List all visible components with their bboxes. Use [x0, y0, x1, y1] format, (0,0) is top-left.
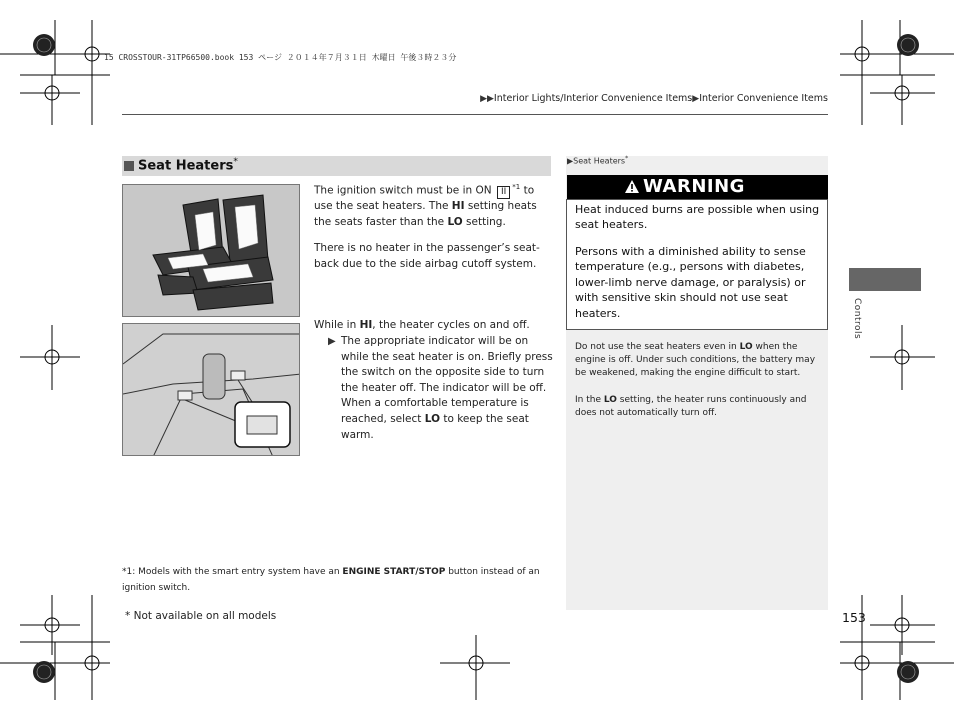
footnote: *1: Models with the smart entry system have an ENGINE START/STOP button instead of an ignition switch. [122, 567, 540, 593]
ignition-paragraph: The ignition switch must be in ON II $^{*1}$ to use the seat heaters. The HI setting heats the seats faster than the LO setting. [314, 183, 537, 228]
breadcrumb-item[interactable]: Interior Lights/Interior Convenience Items [493, 93, 693, 104]
sidebar-heading: ▶Seat Heaters* [567, 155, 629, 166]
chapter-tab-label: Controls [852, 298, 862, 340]
footnote-reference[interactable]: *1 [512, 183, 521, 191]
console-icon [123, 324, 300, 456]
warning-header [567, 175, 828, 199]
section-header [122, 156, 551, 176]
availability-note: * Not available on all models [125, 610, 277, 622]
sidebar-note-lo-setting: In the LO setting, the heater runs continuously and does not automatically turn off. [575, 395, 807, 418]
page-number: 153 [842, 610, 866, 625]
warning-triangle-icon [624, 179, 640, 194]
car-seats-icon [123, 185, 300, 317]
seat-heater-illustration [122, 184, 300, 317]
sidebar-note-engine-off: Do not use the seat heaters even in LO when the engine is off. Under such conditions, the battery may be weakened, making the engine difficult to start. [575, 342, 816, 378]
breadcrumb-item[interactable]: Interior Convenience Items [699, 93, 828, 104]
chapter-tab[interactable] [849, 268, 921, 291]
bullet-arrow-icon: ▶ [328, 336, 336, 347]
ignition-switch-icon: II [497, 186, 510, 199]
warning-text-burns: Heat induced burns are possible when using seat heaters. [575, 203, 820, 232]
breadcrumb [480, 93, 828, 104]
passenger-note-paragraph: There is no heater in the passenger’s seat-back due to the side airbag cutoff system. [314, 242, 540, 270]
breadcrumb-separator-icon: ▶ [692, 94, 700, 104]
warning-title: WARNING [643, 176, 745, 197]
section-marker-icon [124, 161, 134, 171]
hi-cycle-paragraph: While in HI, the heater cycles on and off. [314, 319, 530, 331]
header-rule [122, 114, 828, 115]
warning-text-persons: Persons with a diminished ability to sense temperature (e.g., persons with diabetes, lower-limb nerve damage, or paralysis) or with sensitive skin should not use seat heaters. [575, 245, 806, 320]
sidebar-arrow-icon: ▶ [567, 156, 574, 166]
indicator-paragraph: ▶ The appropriate indicator will be on while the seat heater is on. Briefly press the switch on the opposite side to turn the heater off. The indicator will be off. When a comfortable temperature is reached, select LO to keep the seat warm. [328, 335, 553, 441]
section-title: Seat Heaters* [138, 157, 238, 174]
breadcrumb-arrow-icon: ▶▶ [480, 94, 494, 104]
console-switch-illustration [122, 323, 300, 456]
print-info: 15 CROSSTOUR-31TP66500.book 153 ページ ２０１４年７月３１日 木曜日 午後３時２３分 [104, 53, 457, 62]
